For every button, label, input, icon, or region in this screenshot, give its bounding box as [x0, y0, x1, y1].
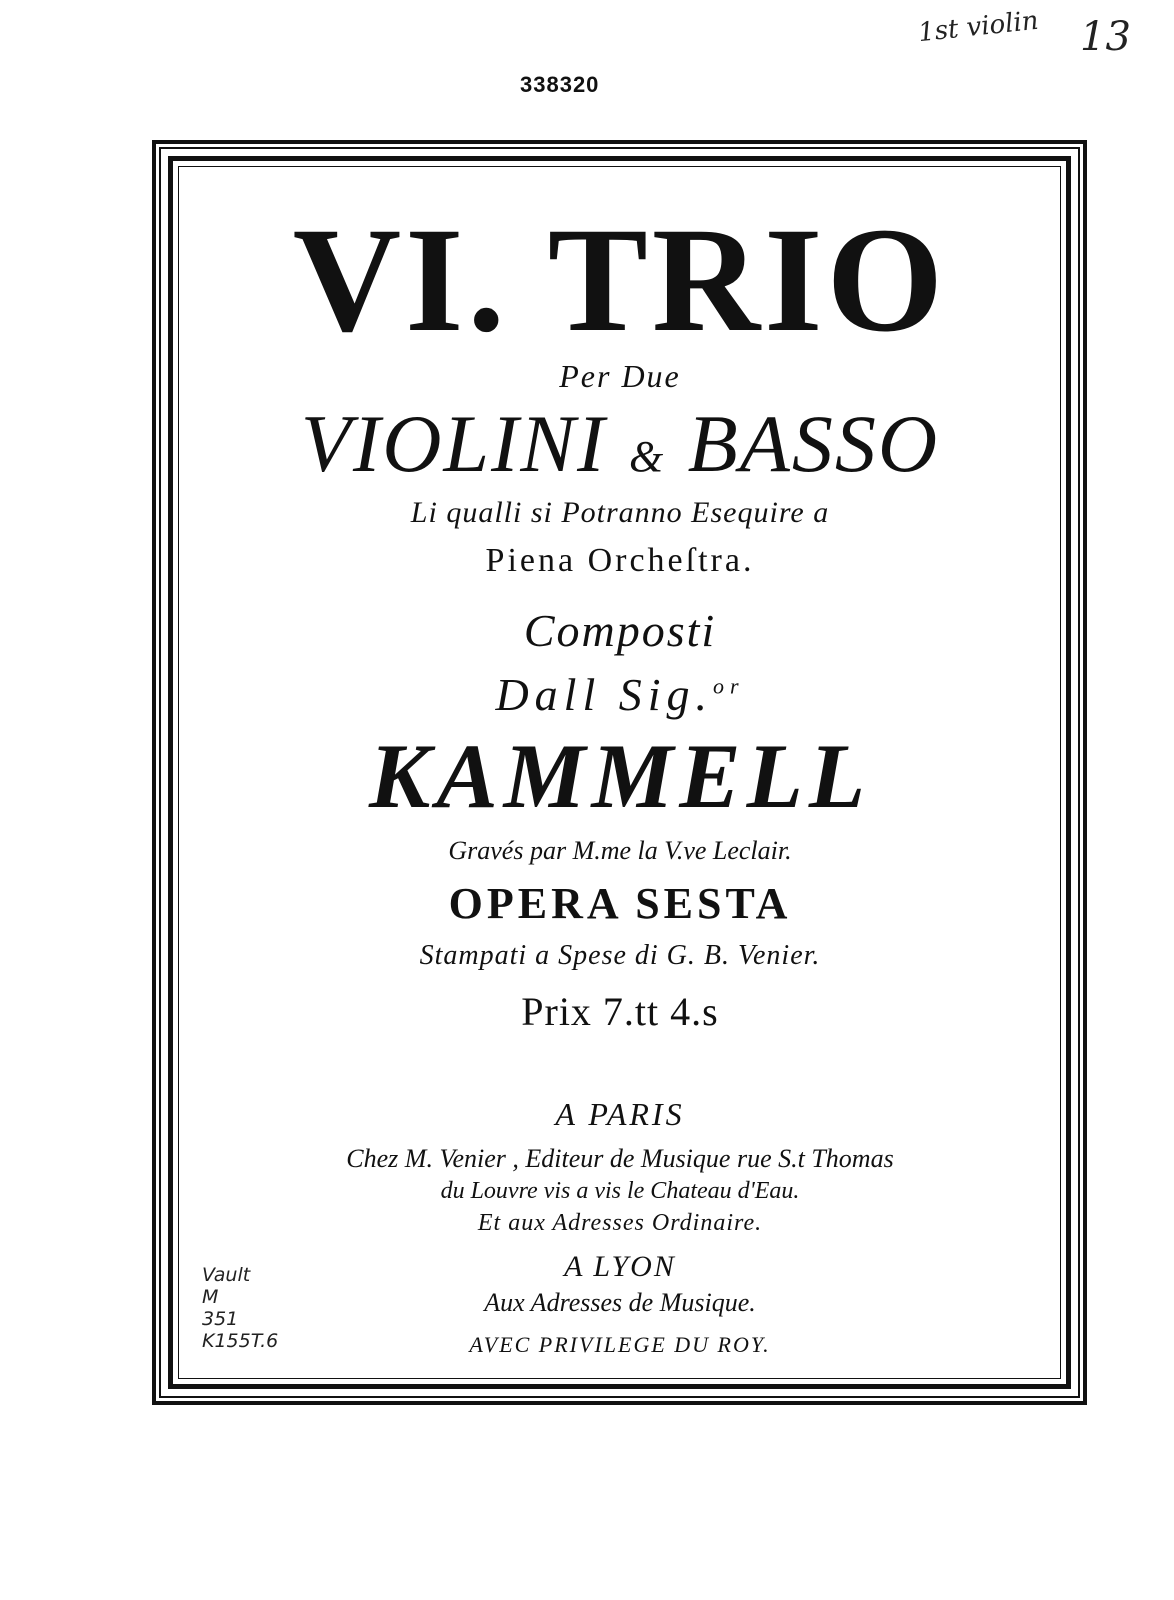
engraver-line: Gravés par M.me la V.ve Leclair. — [448, 836, 792, 865]
address-line-4: Aux Adresses de Musique. — [484, 1288, 756, 1317]
place-paris: A PARIS — [555, 1096, 685, 1132]
address-line-2: du Louvre vis a vis le Chateau d'Eau. — [440, 1178, 800, 1204]
place-lyon: A LYON — [564, 1250, 676, 1283]
performance-note-2: Piena Orcheſtra. — [485, 542, 755, 579]
composer-name: KAMMELL — [368, 725, 872, 827]
dall-sig-line — [180, 668, 1060, 721]
privilege-line: AVEC PRIVILEGE DU ROY. — [469, 1332, 771, 1357]
shelfmark-line: Vault — [202, 1264, 251, 1286]
instrument-basso: BASSO — [687, 398, 940, 489]
dall-sig-sup: or — [713, 673, 745, 699]
instrument-violini: VIOLINI — [300, 398, 607, 489]
ampersand: & — [628, 432, 666, 481]
performance-note: Li qualli si Potranno Esequire a — [410, 496, 830, 529]
opus-line: OPERA SESTA — [448, 879, 792, 928]
shelfmark-line: M — [202, 1286, 219, 1308]
price-line: Prix 7.tt 4.s — [521, 989, 719, 1034]
shelfmark — [202, 1264, 278, 1352]
address-line-3: Et aux Adresses Ordinaire. — [477, 1210, 763, 1236]
page-title: VI. TRIO — [292, 197, 948, 363]
handwritten-note: 1st violin — [916, 5, 1040, 49]
dall-sig-text: Dall Sig. — [495, 669, 713, 720]
shelfmark-line: 351 — [202, 1308, 239, 1330]
address-line-1: Chez M. Venier , Editeur de Musique rue S.t Thomas — [346, 1144, 894, 1173]
shelfmark-line: K155T.6 — [202, 1330, 279, 1352]
subtitle-per-due: Per Due — [559, 358, 681, 394]
publisher-line: Stampati a Spese di G. B. Venier. — [419, 940, 821, 971]
instrumentation — [180, 396, 1060, 505]
catalog-stamp: 338320 — [520, 72, 600, 97]
composti-line: Composti — [523, 605, 717, 656]
handwritten-number: 13 — [1080, 14, 1131, 60]
